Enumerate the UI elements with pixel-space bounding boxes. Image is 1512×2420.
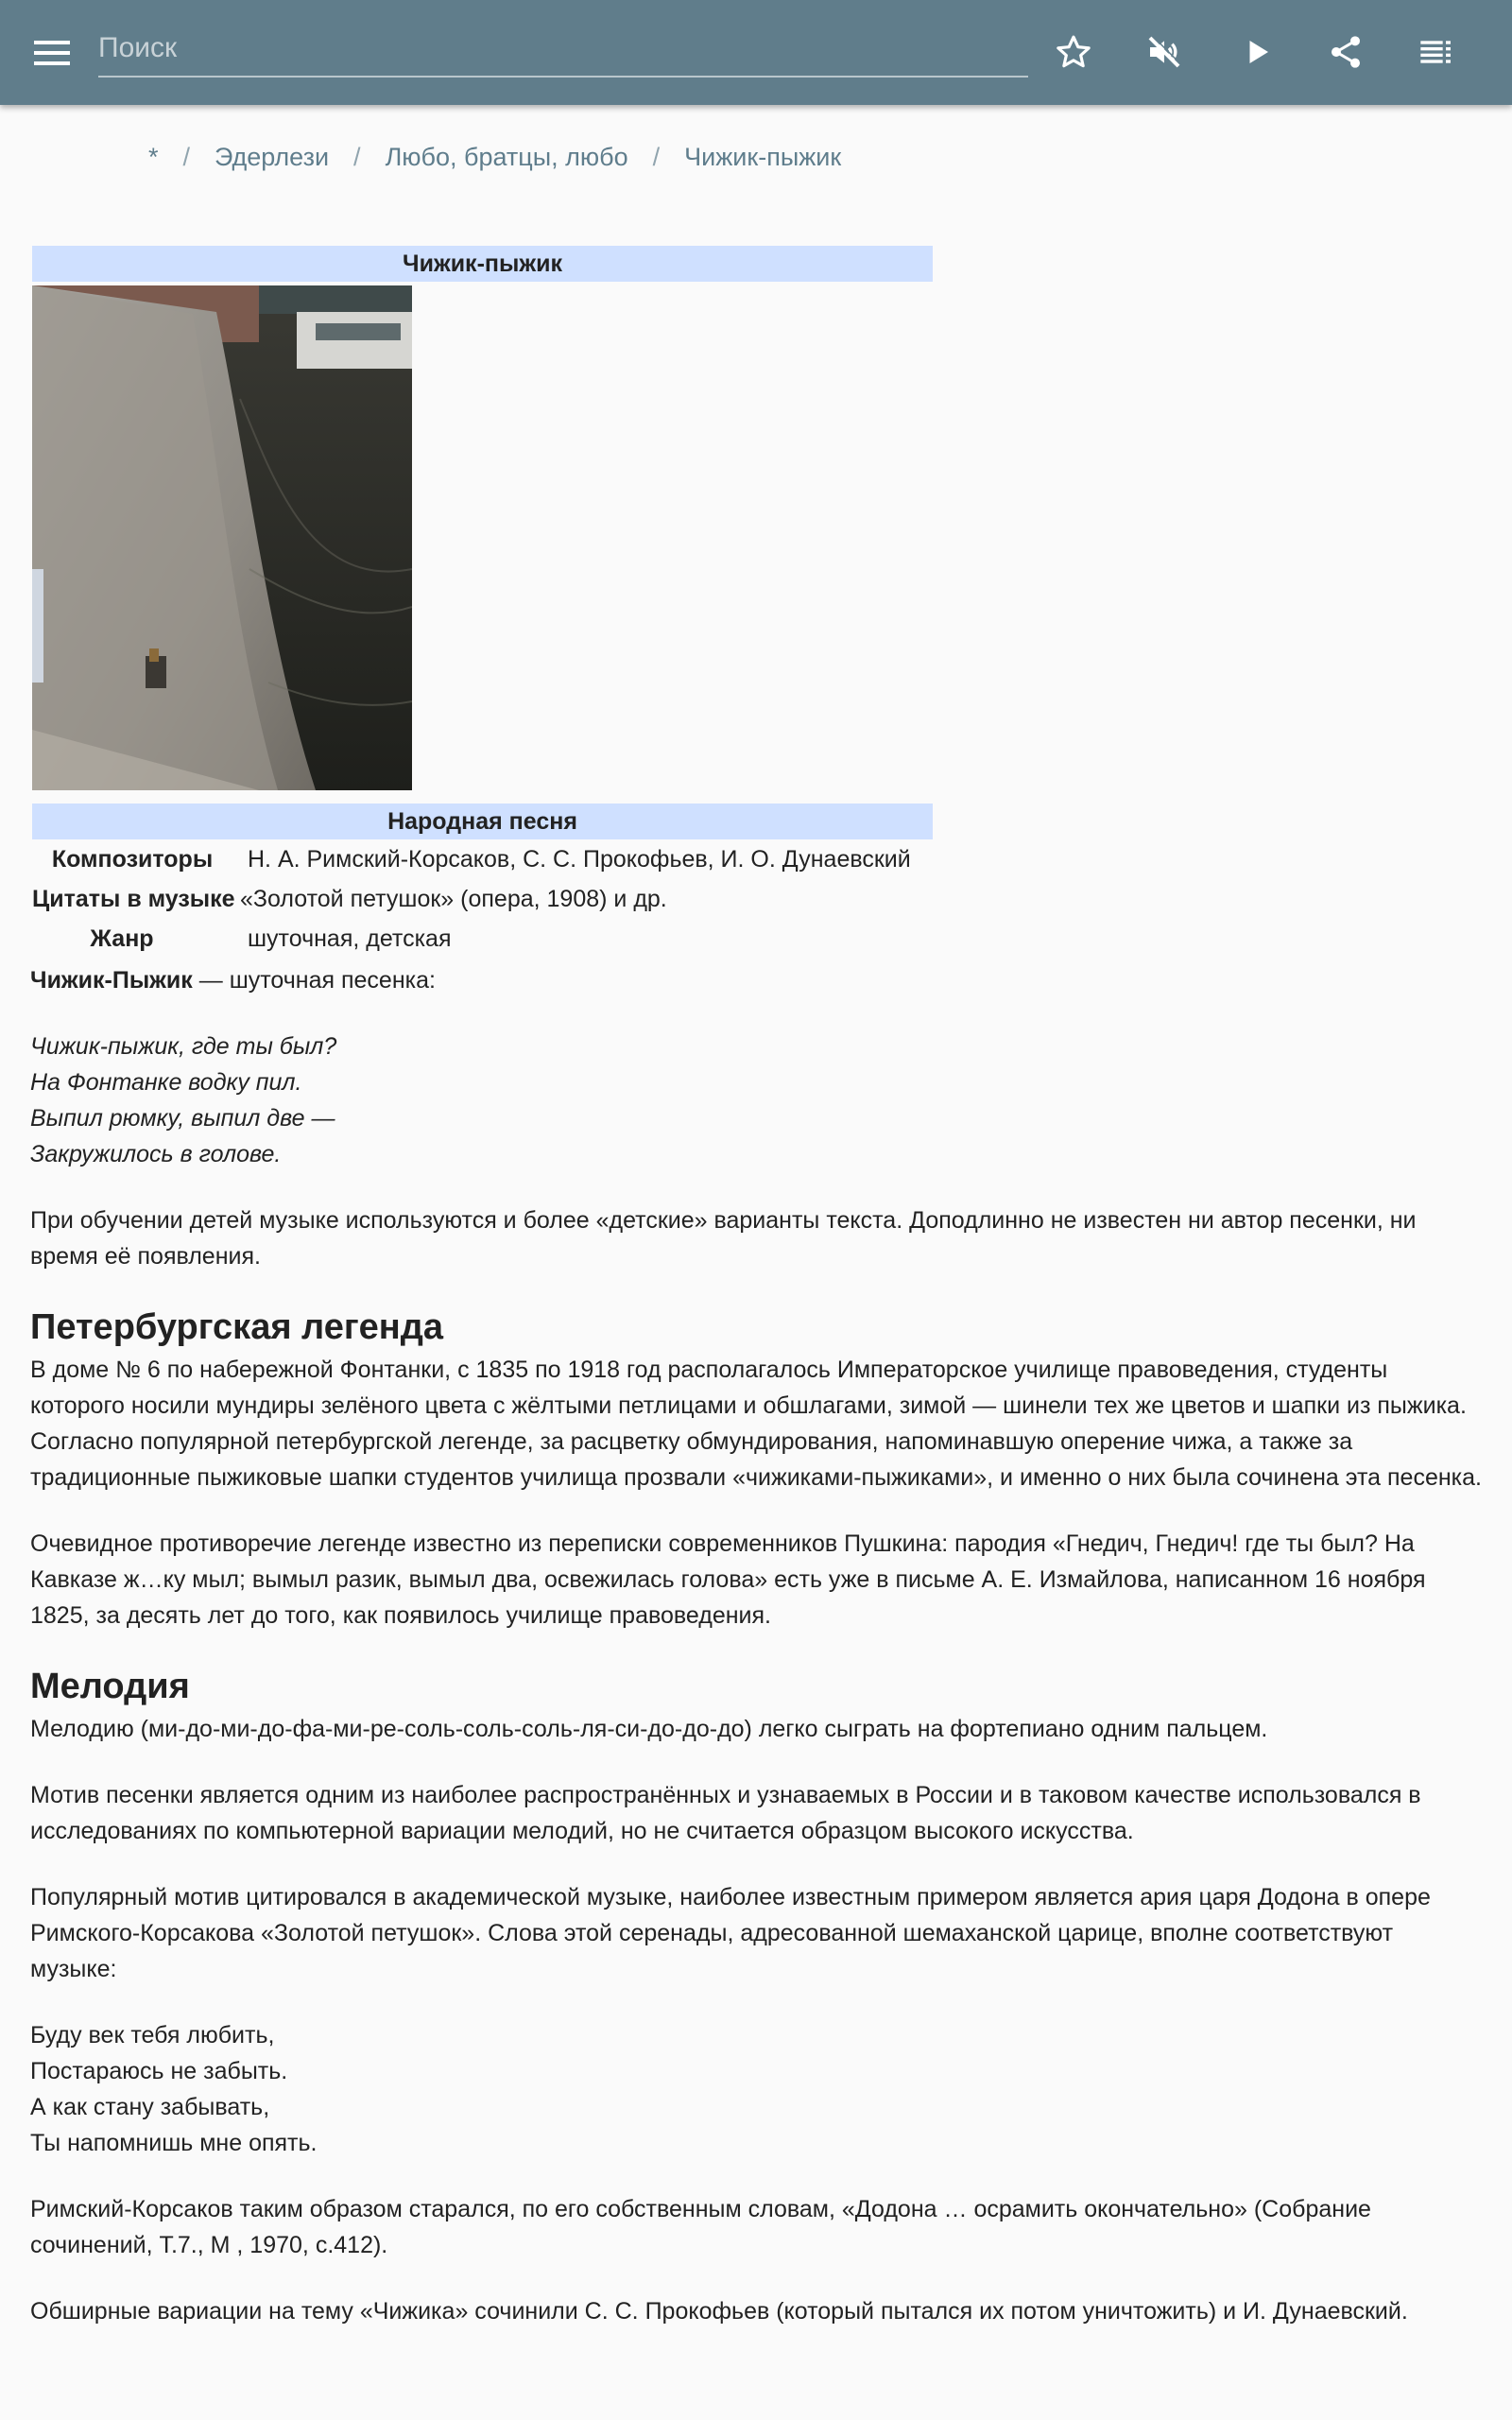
section-heading-melody: Мелодия [30, 1667, 190, 1706]
breadcrumb-item[interactable]: Любо, братцы, любо [385, 142, 628, 171]
contents-button[interactable] [1410, 26, 1463, 78]
infobox-title: Чижик-пыжик [32, 246, 933, 282]
poem-verse [30, 2017, 1486, 2161]
menu-button[interactable] [26, 26, 79, 79]
bookmark-button[interactable] [1047, 26, 1100, 78]
poem-line: Ты напомнишь мне опять. [30, 2130, 318, 2156]
intro-text: — шуточная песенка: [192, 967, 436, 994]
infobox-photo[interactable] [32, 285, 412, 790]
paragraph: В доме № 6 по набережной Фонтанки, с 1835 по 1918 год располагалось Императорское училище правоведения, студенты которого носили мундиры зелёного цвета с жёлтыми петлицами и обшлагами, зимой — шинели тех же цветов и шапки из пыжика. Согласно популярной петербургской легенде, за расцветку обмундирования, напоминавшую оперение чижа, а также за традиционные пыжиковые шапки студентов училища прозвали «чижиками-пыжиками», и именно о них была сочинена эта песенка. [30, 1357, 1482, 1491]
paragraph: Римский-Корсаков таким образом старался, по его собственным словам, «Додона … осрамить окончательно» (Собрание сочинений, Т.7., М , 1970, с.412). [30, 2196, 1371, 2258]
menu-icon [34, 39, 72, 67]
breadcrumb-separator: / [182, 142, 191, 171]
intro-term: Чижик-Пыжик [30, 967, 193, 994]
app-toolbar [0, 0, 1512, 105]
poem-line: А как стану забывать, [30, 2094, 270, 2120]
breadcrumb-item[interactable]: Эдерлези [215, 142, 330, 171]
search-input[interactable] [98, 25, 1028, 72]
search-field [98, 25, 1028, 78]
star-icon [1055, 33, 1092, 71]
infobox-subtitle: Народная песня [32, 804, 933, 839]
article-body [30, 962, 1486, 2360]
breadcrumb-separator: / [652, 142, 661, 171]
paragraph: Обширные вариации на тему «Чижика» сочинили С. С. Прокофьев (который пытался их потом уничтожить) и И. Дунаевский. [30, 2298, 1408, 2325]
poem-line: Выпил рюмку, выпил две — [30, 1105, 335, 1132]
infobox-value: Н. А. Римский-Корсаков, С. С. Прокофьев, И. О. Дунаевский [248, 846, 911, 873]
infobox-row [32, 839, 933, 879]
poem-line: Постараюсь не забыть. [30, 2058, 288, 2084]
breadcrumb-separator: / [353, 142, 361, 171]
play-icon [1240, 35, 1274, 69]
poem-line: Закружилось в голове. [30, 1141, 282, 1167]
infobox [32, 246, 933, 959]
poem-verse [30, 1028, 1486, 1172]
poem-line: Чижик-пыжик, где ты был? [30, 1033, 337, 1060]
paragraph: Очевидное противоречие легенде известно из переписки современников Пушкина: пародия «Гнедич, Гнедич! где ты был? На Кавказе ж…ку мыл; вымыл разик, вымыл два, освежилась голова» есть уже в письме А. Е. Измайлова, написанном 16 ноября 1825, за десять лет до того, как появилось училище правоведения. [30, 1530, 1426, 1629]
share-icon [1327, 33, 1365, 71]
poem-line: Буду век тебя любить, [30, 2022, 275, 2048]
infobox-key: Цитаты в музыке [32, 886, 235, 912]
paragraph: При обучении детей музыке используются и более «детские» варианты текста. Доподлинно не известен ни автор песенки, ни время её появления. [30, 1207, 1417, 1270]
infobox-value: «Золотой петушок» (опера, 1908) и др. [240, 886, 667, 912]
intro-paragraph [30, 962, 1486, 998]
breadcrumb-item-home[interactable]: * [148, 142, 159, 171]
infobox-key: Жанр [90, 925, 154, 952]
section-heading-legend: Петербургская легенда [30, 1307, 443, 1347]
infobox-value: шуточная, детская [248, 925, 452, 952]
breadcrumb-item-current[interactable]: Чижик-пыжик [684, 142, 842, 171]
infobox-row [32, 919, 933, 959]
breadcrumb [148, 138, 841, 176]
paragraph: Мотив песенки является одним из наиболее распространённых и узнаваемых в России и в таковом качестве использовался в исследованиях по компьютерной вариации мелодий, но не считается образцом высокого искусства. [30, 1782, 1421, 1844]
infobox-key: Композиторы [51, 846, 214, 873]
paragraph: Популярный мотив цитировался в академической музыке, наиболее известным примером является ария царя Додона в опере Римского-Корсакова «Золотой петушок». Слова этой серенады, адресованной шемаханской царице, вполне соответствуют музыке: [30, 1884, 1431, 1982]
volume-off-icon [1145, 33, 1183, 71]
toc-icon [1418, 33, 1455, 71]
share-button[interactable] [1319, 26, 1372, 78]
poem-line: На Фонтанке водку пил. [30, 1069, 302, 1096]
play-button[interactable] [1230, 26, 1283, 78]
paragraph: Мелодию (ми-до-ми-до-фа-ми-ре-соль-соль-соль-ля-си-до-до-до) легко сыграть на фортепиано одним пальцем. [30, 1716, 1268, 1742]
infobox-row [32, 879, 933, 919]
mute-button[interactable] [1138, 26, 1191, 78]
